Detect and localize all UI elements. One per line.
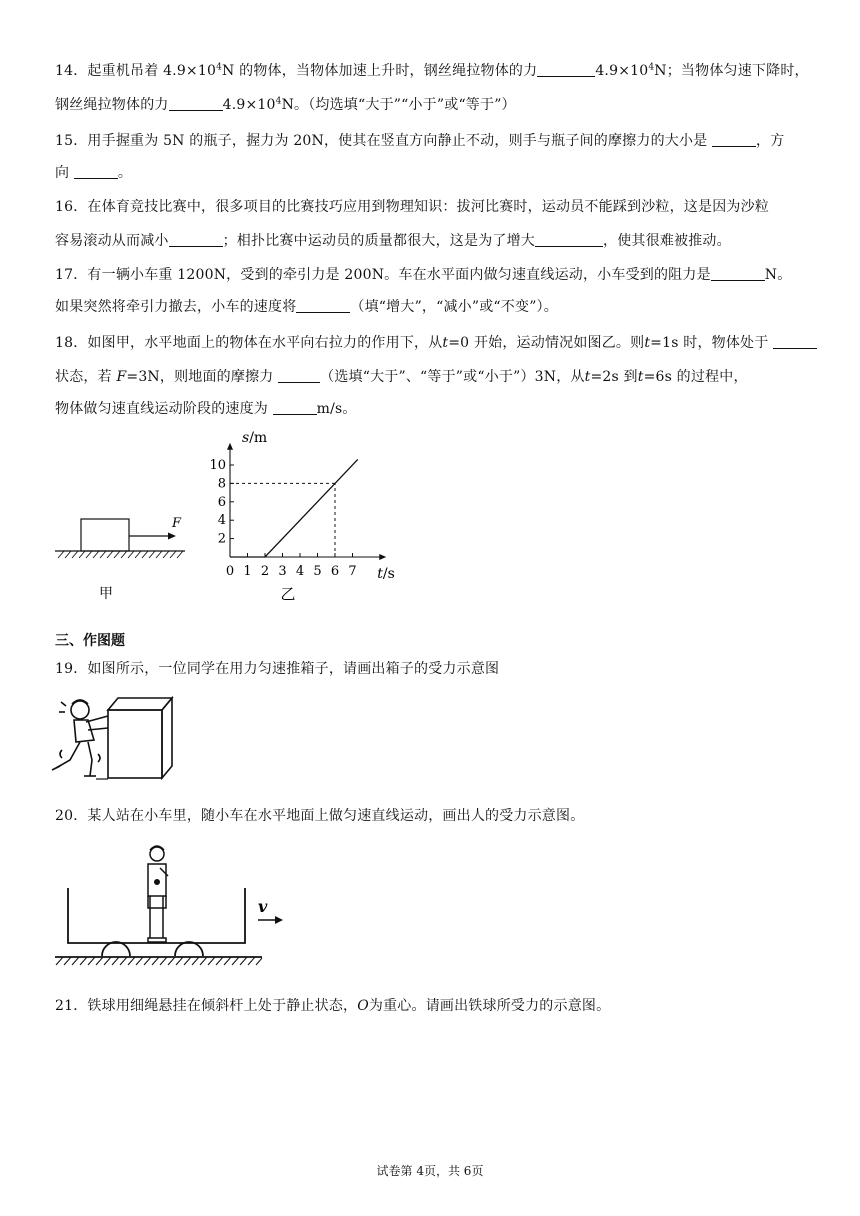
answer-blank[interactable] [712, 132, 756, 147]
chart-axes [227, 443, 386, 560]
question-21: 21．铁球用细绳悬挂在倾斜杆上处于静止状态，O为重心。请画出铁球所受力的示意图。 [55, 998, 611, 1014]
page-footer: 试卷第 4页，共 6页 [376, 1164, 484, 1178]
x-tick-label: 6 [330, 564, 340, 579]
figure-push-box [50, 690, 180, 785]
question-14-line-1: 14．起重机吊着 $4.9\times 10^4N$ 的物体，当物体加速上升时，钢丝绳拉物体的力 $4.9\times 10^4N$；当物体匀速下降时， [55, 62, 809, 79]
question-14-line-2: 钢丝绳拉物体的力 $4.9\times 10^4N$。（均选填“大于”“小于”或“等于”） [55, 96, 516, 113]
question-15-line-2: 向 。 [55, 165, 133, 181]
y-tick-label: 8 [217, 476, 226, 492]
force-label: F [172, 516, 182, 531]
figure-jia [50, 505, 200, 605]
velocity-arrowhead [275, 916, 283, 924]
question-19: 19．如图所示，一位同学在用力匀速推箱子，请画出箱子的受力示意图 [55, 661, 500, 677]
question-18-line-3: 物体做匀速直线运动阶段的速度为 m/s。 [55, 401, 357, 417]
figure-caption-yi: 乙 [280, 585, 296, 603]
answer-blank[interactable] [169, 96, 223, 111]
x-tick-label: 1 [243, 564, 252, 579]
x-tick-label: 4 [295, 564, 305, 579]
block [81, 519, 129, 551]
x-tick-label: 3 [278, 564, 287, 579]
figure-person-in-cart [50, 838, 300, 973]
answer-blank[interactable] [278, 368, 320, 383]
figure-yi-chart [200, 425, 400, 605]
section-title: 三、作图题 [55, 633, 125, 649]
center-of-gravity-dot [154, 879, 160, 885]
answer-blank[interactable] [74, 164, 118, 179]
x-tick-label: 2 [260, 564, 270, 579]
force-arrowhead [168, 533, 176, 540]
question-20: 20．某人站在小车里，随小车在水平地面上做匀速直线运动，画出人的受力示意图。 [55, 808, 585, 824]
chart-guides [230, 483, 335, 557]
answer-blank[interactable] [169, 232, 223, 247]
question-18-line-1: 18．如图甲，水平地面上的物体在水平向右拉力的作用下，从t=0 开始，运动情况如图乙。则t=1s 时，物体处于 [55, 332, 817, 352]
y-tick-label: 10 [209, 458, 226, 473]
series-line [230, 459, 358, 557]
ground-hatching [56, 957, 262, 965]
y-axis-label: s/m [242, 430, 268, 446]
answer-blank[interactable] [711, 266, 765, 281]
person [148, 846, 168, 942]
x-tick-label: 5 [313, 564, 322, 579]
box [108, 698, 172, 778]
question-17-line-2: 如果突然将牵引力撤去，小车的速度将 （填“增大”，“减小”或“不变”）。 [55, 299, 558, 315]
figure-caption-jia: 甲 [99, 586, 113, 602]
answer-blank[interactable] [535, 232, 603, 247]
answer-blank[interactable] [773, 334, 817, 349]
y-tick-label: 4 [217, 513, 226, 529]
question-17-line-1: 17．有一辆小车重 1200N，受到的牵引力是 200N。车在水平面内做匀速直线运动，小车受到的阻力是 N。 [55, 267, 792, 283]
y-axis-arrowhead [227, 443, 233, 450]
question-15-line-1: 15．用手握重为 5N 的瓶子，握力为 20N，使其在竖直方向静止不动，则手与瓶子间的摩擦力的大小是 ，方 [55, 133, 785, 149]
y-tick-label: 2 [217, 531, 226, 547]
answer-blank[interactable] [537, 62, 595, 77]
question-16-line-1: 16．在体育竞技比赛中，很多项目的比赛技巧应用到物理知识：拔河比赛时，运动员不能踩到沙粒，这是因为沙粒 [55, 199, 770, 215]
y-tick-label: 6 [217, 494, 226, 510]
question-18-line-2: 状态，若 F=3N，则地面的摩擦力 （选填“大于”、“等于”或“小于”）3N，从t=2s 到t=6s 的过程中， [55, 369, 748, 385]
x-tick-label: 7 [348, 564, 357, 579]
chart-series [230, 459, 358, 557]
answer-blank[interactable] [296, 298, 350, 313]
question-16-line-2: 容易滚动从而减小 ；相扑比赛中运动员的质量都很大，这是为了增大 ，使其很难被推动。 [55, 233, 731, 249]
cart [68, 888, 245, 956]
x-axis-label: t/s [377, 566, 395, 582]
student-figure [52, 700, 108, 776]
answer-blank[interactable] [273, 400, 317, 415]
velocity-label: v [258, 897, 268, 916]
x-tick-label: 0 [225, 564, 235, 579]
x-axis-arrowhead [379, 554, 386, 560]
ground-hatching [58, 551, 183, 558]
